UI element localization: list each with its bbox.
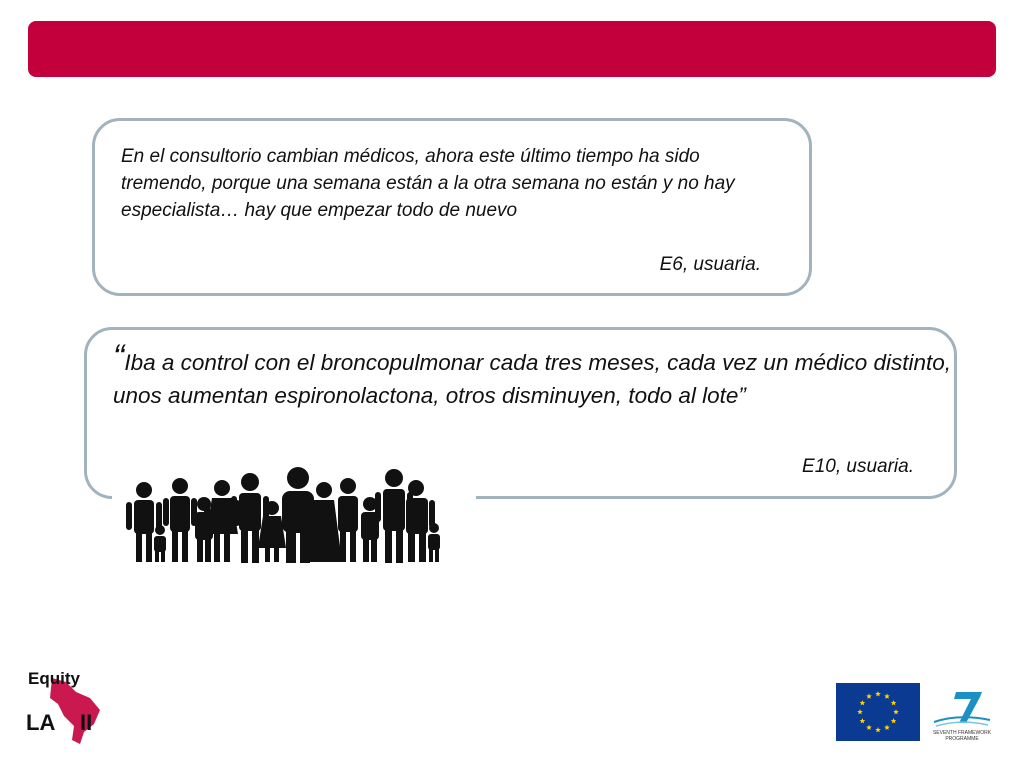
child-icon	[258, 501, 286, 562]
quote-2-source: E10, usuaria.	[802, 456, 914, 477]
person-icon	[163, 478, 197, 562]
fp7-line1: SEVENTH FRAMEWORK	[932, 730, 992, 736]
quote-2-open-mark: “	[113, 338, 125, 376]
child-icon	[361, 497, 379, 562]
quote-2-body: Iba a control con el broncopulmonar cada tres meses, cada vez un médico distinto, unos aumentan espironolactona, otros disminuyen, todo al lote”	[113, 350, 952, 408]
logo-equity-text: Equity	[28, 669, 80, 688]
eu-flag-icon	[836, 683, 920, 741]
logo-ii-text: II	[80, 710, 93, 735]
child-icon	[154, 525, 166, 562]
equity-la-ii-logo	[24, 664, 110, 744]
quote-1-source: E6, usuaria.	[659, 254, 761, 275]
quote-1-text: En el consultorio cambian médicos, ahora este último tiempo ha sido tremendo, porque una semana están a la otra semana no están y no hay especialista… hay que empezar todo de nuevo	[121, 146, 735, 221]
fp7-line2: PROGRAMME	[945, 736, 979, 742]
logo-la-text: LA	[26, 710, 56, 735]
fp7-logo	[930, 688, 994, 742]
quote-2-text	[113, 338, 953, 412]
child-icon	[428, 523, 440, 562]
header-bar	[28, 21, 996, 77]
person-icon	[338, 478, 358, 562]
crowd-people-icon	[112, 460, 476, 570]
quote-box-1	[92, 118, 812, 296]
child-icon	[195, 497, 213, 562]
